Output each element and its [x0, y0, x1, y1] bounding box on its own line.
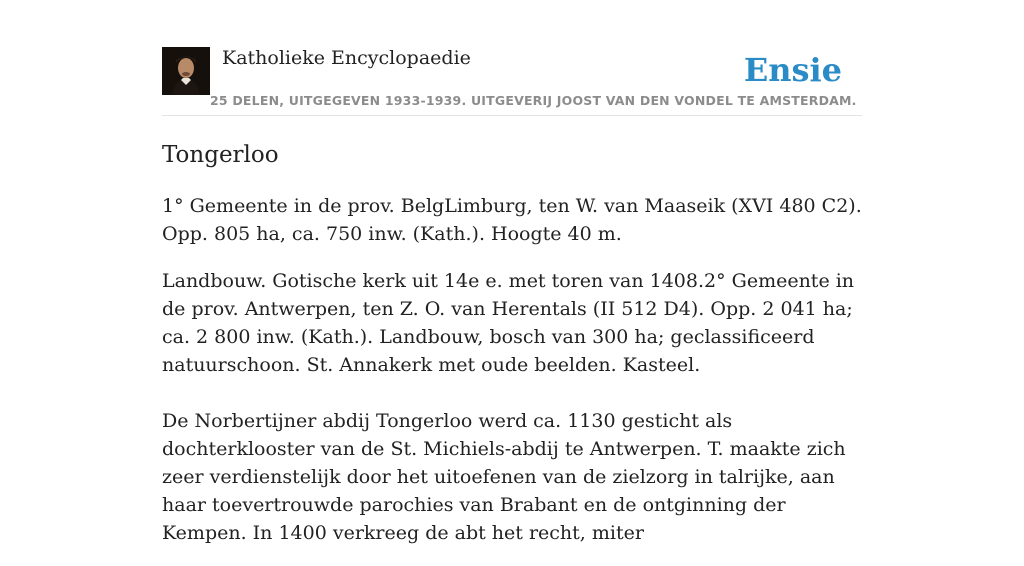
article-paragraph-2: Landbouw. Gotische kerk uit 14e e. met toren van 1408.2° Gemeente in de prov. Antwerpen, ten Z. O. van Herentals (II 512 D4). Opp. 2 041 ha; ca. 2 800 inw. (Kath.). Landbouw, bosch van 300 ha; geclassificeerd natuurschoon. St. Annakerk met oude beelden. Kasteel. De Norbertijner abdij Tongerloo werd ca. 1130 gesticht als dochterklooster van de St. Michiels-abdij te Antwerpen. T. maakte zich zeer verdienstelijk door het uitoefenen van de zielzorg in talrijke, aan haar toevertrouwde parochies van Brabant en de ontginning der Kempen. In 1400 verkreeg de abt het recht, miter [162, 270, 855, 544]
site-header [162, 0, 862, 116]
book-avatar[interactable] [162, 47, 210, 95]
page-container [162, 0, 862, 544]
article-body [162, 192, 862, 566]
book-subtitle: 25 DELEN, UITGEGEVEN 1933-1939. UITGEVERIJ JOOST VAN DEN VONDEL TE AMSTERDAM. [210, 93, 857, 108]
book-title-link[interactable]: Katholieke Encyclopaedie [222, 47, 471, 69]
portrait-icon [162, 47, 210, 95]
ensie-logo[interactable]: Ensie [743, 51, 842, 89]
article-paragraph-1: 1° Gemeente in de prov. BelgLimburg, ten W. van Maaseik (XVI 480 C2). Opp. 805 ha, ca. 750 inw. (Kath.). Hoogte 40 m. [162, 195, 862, 245]
article-title: Tongerloo [162, 142, 279, 168]
